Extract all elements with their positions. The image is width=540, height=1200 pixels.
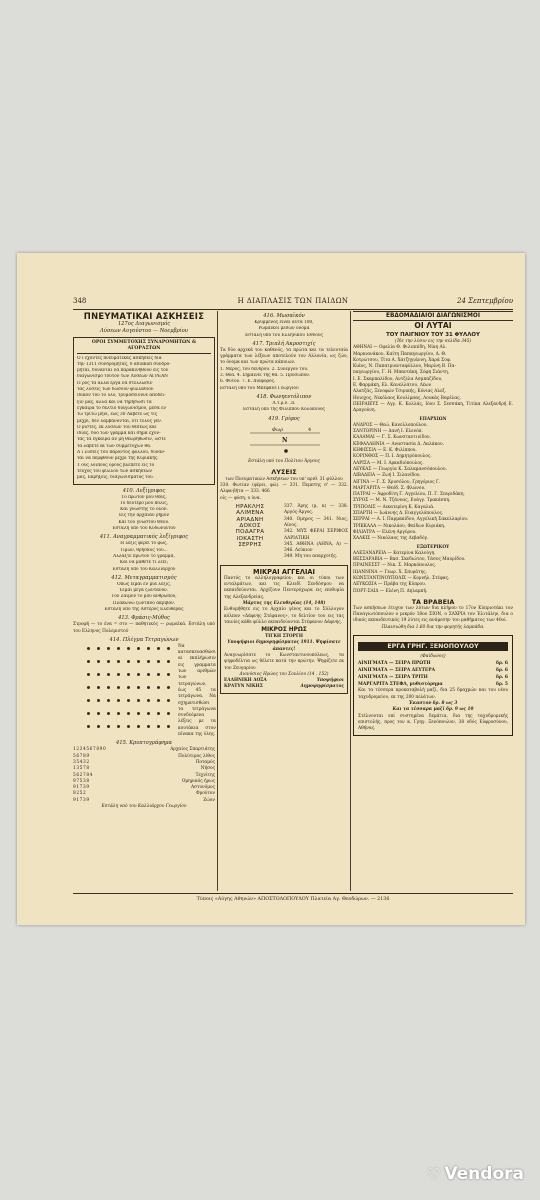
solution-line: 349. Μη του απαρχοτής. (284, 554, 338, 560)
grid-dot (157, 673, 160, 676)
exercise-title: 411. Αναγραμματικός λεξίγριφος (99, 534, 189, 541)
cryptogram-clue: Ζώον (203, 797, 215, 803)
grid-dot (157, 660, 160, 663)
grid-dot (107, 686, 110, 689)
rebus-symbol: 4 (308, 426, 312, 433)
book-title: ΑΙΝΙΓΜΑΤΑ — ΣΕΙΡΑ ΠΡΩΤΗ (358, 661, 431, 667)
solver-line: Αλατζάς, Ξενοφών Τσιρικής, Κόνιας Αλεξ. (353, 389, 447, 395)
verse-line: Κρυμμένος είναι αυτά 180, (254, 320, 314, 325)
classifieds-box (220, 565, 348, 694)
solver-line: ΤΡΙΚΚΑΛΑ — Νικολάου, Φαίδων Κυριάκη. (353, 523, 446, 529)
abroad-title: ΕΞΩΤΕΡΙΚΟΥ (416, 544, 450, 550)
cryptogram-digits: 97538 (73, 778, 90, 784)
verse-line: Εστάλη υπό του Καλλιάρχου (112, 566, 176, 572)
issue-date: 24 Σεπτεμβρίου (457, 297, 513, 305)
rules-line: ίδικον του το ύλο, τρυμόσειοννε αποδεί- (77, 393, 166, 399)
grid-dot (127, 673, 130, 676)
victory-row (224, 684, 344, 690)
solution-line: 337. Άρης (μ, κ) — 338. Αργός-Άργος. (284, 504, 348, 516)
rebus (220, 423, 348, 459)
rules-line: έγκαιρα το δελτίο διαγωνισμού, μέσα έν (77, 405, 166, 411)
exercise-417-text: Τα δύο αρχικά του καθενός, τα πρώτα και τα τελευταία γράμματα των λέξεων αποτελούν τον Αλλονία, ως ζώο, το όνομα και των πρώτα κάποιων. (220, 347, 348, 366)
cryptogram-clue: Ομηρικός ήρως (181, 778, 215, 784)
glory-label: ΕΛΛΗΝΙΚΗ ΔΟΞΑ (224, 678, 267, 684)
grid-dot (137, 673, 140, 676)
cryptogram-digits: 8252 (73, 791, 87, 797)
verse-line: Είμαι μέγα ζωντανόν. (119, 588, 169, 594)
rebus-symbol: Ν (282, 436, 288, 444)
solution-line: 345. ΑΘΗΝΑ (ΑΗΝΑ, Α) — 346. Λεύκιον (284, 541, 348, 554)
cryptogram-clue: Τεχνίτης (195, 772, 215, 778)
exercise-411 (73, 541, 215, 572)
page-header (73, 295, 513, 310)
grid-word: ΑΡΙΑΔΝΗ (236, 516, 264, 523)
cryptogram (73, 747, 215, 804)
verse-line: Τιμών, θρήσκος του... (120, 547, 168, 553)
books-order: Στέλνονται επί συστημένα δεμάτια, δια της ταχυδρομικής επιστολής, προς τον κ. Γρηγ. Ξενόπουλον, 38 οδός Εύφροσύνου, Αθήνας. (358, 713, 508, 732)
grid-dot (167, 686, 170, 689)
exercise-417 (220, 367, 348, 392)
book-item (358, 660, 508, 667)
grid-dot (167, 712, 170, 715)
solver-line: ΚΕΦΑΛΛΗΝΙΑ — Αναστασία Δ. Λαλάκου. (353, 441, 444, 447)
grid-dot (97, 712, 100, 715)
exercise-title: 415. Κρυπτογράφημα (116, 740, 172, 747)
column-rule-1 (217, 311, 218, 891)
verse-line: Το πρώτον μου θεάς, (121, 494, 167, 500)
grid-dot (127, 725, 130, 728)
exercise-title: 416. Μωσαϊκόν (263, 313, 305, 319)
watermark-text: Vendora (444, 1164, 524, 1184)
rules-line: διαγωνισμό τούτον των Λύσεων ΑΓΡΕΑΝ (77, 374, 168, 380)
verse-line: Και να μάθετε τι λέει; (119, 560, 169, 566)
exercise-title: 412. Μεταγραμματισμός (111, 574, 177, 581)
grid-dot (97, 647, 100, 650)
grid-dot (127, 699, 130, 702)
grid-dot (147, 725, 150, 728)
contest-period: Λύσεων Αυγούστου — Νοεμβρίου (100, 327, 188, 334)
grid-dot (167, 699, 170, 702)
grid-dot (97, 660, 100, 663)
rules-line: μηταί, δύνανται να παρακινηθούν εις τον (77, 368, 169, 374)
books-subtitle: (Φαίδωνος) (420, 654, 446, 660)
rules-line: Ο ρίστες, εκ λύσεων του θέσεως και (77, 424, 157, 430)
cryptogram-digits: 91739 (73, 797, 90, 803)
exercise-418 (220, 401, 348, 414)
solver-line: ΦΙΛΙΑΤΡΑ — Ελένη Αργύρου. (353, 529, 417, 535)
solver-line: Ι. Ε. Σκαρπαλίδου, Αντζελα Ασμπαζίδου, (353, 376, 443, 382)
grid-dot (87, 699, 90, 702)
rules-line: μέχρι, δεν λαμβάνονται, ότι τέλος γεν. (77, 418, 163, 424)
grid-word: ΑΛΙΜΕΝΑ (236, 510, 264, 517)
solver-line: Μαρκιανάκου, Καίτη Παπαγεωργίου, Δ. Θ. (353, 351, 447, 357)
solution-line: 342. ΜΥΣ ΦΕΡΑΙ ΣΕΡΙΦΟΣ ΛΑΡΙΑΤΙΚΗ (284, 529, 348, 541)
classified-ad-2: Ενθυμήθητε εις το Αρχαίο γένος και το Σύλλογον κόλπον «Δάφνης Στέφανος», το δελτίον του εις τας ταινίες κάθε φύλλο εκπαιδεύονται Στέφανον Δάφνης. (224, 607, 344, 625)
verse-line: Εις την αρχαίαν ρήμον (118, 513, 170, 519)
solver-line: ΛΕΥΚΩΣΙΑ — Πράβα της Κύπρου. (353, 582, 427, 588)
grid-dot (97, 686, 100, 689)
grid-dot (117, 673, 120, 676)
rebus-figure (220, 423, 348, 459)
book-price: δρ. 6 (496, 668, 508, 674)
verse-line: Εστάλη υπό της Φιλίππου Κολόκουος (243, 407, 325, 413)
grid-dot (137, 699, 140, 702)
grid-dot (97, 699, 100, 702)
hero-vote: Υποψήφιοι δημοψηφίσματος 1911. Ψηφίσατε άπαντες! (227, 640, 341, 652)
solver-line: ΛΑΡΙΣΑ — Μ. Ι. Αρκαδιόπουλος. (353, 460, 424, 466)
solutions-text (220, 483, 348, 502)
solver-line: ΣΥΡΟΣ — Μ. Ν. Τζάννας, Ευάγγ. Τρακάσπη. (353, 498, 451, 504)
grid-dot (97, 725, 100, 728)
hero-signature: Διονύσιος Ηρώος του Σουλίου (14 . 152) (239, 671, 329, 677)
weekly-contests-title: ΕΒΔΟΜΑΔΙΑΙΟΙ ΔΙΑΓΩΝΙΣΜΟΙ (353, 311, 513, 321)
rebus-symbol: Φωρ (272, 426, 284, 433)
solution-line: 330. Φωτίαν (φέρει, φώ). — 331. Πεμπτης σ' — 332. Αλφα-βήτα — 333. 466 (220, 483, 348, 495)
solution-line: οίς — φύση, ο ύνα. (220, 495, 262, 501)
grid-dot (127, 660, 130, 663)
province-solvers (353, 423, 513, 543)
grid-dot (157, 686, 160, 689)
exercise-title: 419. Γρίφος (268, 415, 300, 422)
exercise-title: 417. Τριπλή Ακροστιχίς (252, 340, 316, 347)
book-title: ΑΙΝΙΓΜΑΤΑ — ΣΕΙΡΑ ΔΕΥΤΕΡΑ (358, 668, 435, 674)
grid-dot (107, 699, 110, 702)
prizes-title: ΤΑ ΒΡΑΒΕΙΑ (411, 597, 455, 606)
prizes-text: Των ασκήσεων έτυχον των λύτων δια κλήρου το 17ον Κύπριοτάκι τον Παναγιωτόπουλον ο μικρόν 18ον ΣΙΟΝ, ο ΣΑΧΡΙΑ τον Έλιτάλην, δια ο ιδικός εκπαιδευτικός 19 λύτες εις ανάμεσην του μαθήματος των 40οί. (353, 605, 513, 624)
column-rule-2 (350, 311, 351, 891)
solver-line: Ε. Φαρμάκη, Ελ. Κανελλάτου, Λέων (353, 383, 432, 389)
grid-dot (117, 699, 120, 702)
grid-dot (87, 647, 90, 650)
cryptogram-digits: 56789 (73, 753, 90, 759)
verse-line: Λ.τ.ρ.ν. .π. (272, 400, 296, 406)
book-price: δρ. 6 (496, 661, 508, 667)
rules-line: τω τρίτω μηνί, έως 30 Λάβετε ως τις (77, 412, 158, 418)
cryptogram-clue: Φρούτον (196, 791, 215, 797)
book-title: ΜΑΡΓΑΡΙΤΑ ΣΤΕΦΑ, μυθιστόρημα (358, 682, 443, 688)
solutions-text-2 (284, 504, 348, 561)
offer-bundle: Και τα τέσσαρα μαζί δρ. 9 ως 10 (392, 707, 474, 713)
verse-line: Το δεύτερο μου πόλις, (119, 500, 169, 506)
middle-column (220, 311, 348, 697)
solver-line: ΑΛΕΞΑΝΔΡΕΙΑ — Κατερίνα Καλούγη. (353, 550, 436, 556)
victory-label: ΚΡΑΤΥΝ ΝΙΚΗΣ (224, 684, 263, 690)
rules-line: τας τα έγκαιρα αν μη θεωρηθώσιν, ωστε (77, 437, 166, 443)
verse-line: Εστάλη υπό της Αστέρος Ελεύθερας (104, 606, 184, 612)
solver-line: ΛΕΥΚΑΣ — Γεωργία Κ. Σαλαμανσόπουλου. (353, 466, 447, 472)
grid-dot (127, 686, 130, 689)
solver-line: παγεωργίου, Γ. Η. Μπαντάκη, Σόφη Σιάντη, (353, 370, 450, 376)
contest-number: 127ος Διαγωνισμός (117, 321, 171, 327)
grid-dot (157, 699, 160, 702)
grid-dot (137, 647, 140, 650)
grid-dot (147, 712, 150, 715)
athens-solvers (353, 345, 513, 402)
classified-signature: Μάρτυς της Ελευθερίας (14, 148) (242, 600, 326, 606)
cryptogram-digits: 562784 (73, 772, 94, 778)
books-text: Και τα τέσσερα προκαταβολή μαζί, δια 25 δραχμών και του νέου ταχυδρομείου, εκ της 200 πελάτων. (358, 688, 508, 700)
rules-text (77, 356, 211, 482)
book-title: ΑΙΝΙΓΜΑΤΑ — ΣΕΙΡΑ ΤΡΙΤΗ (358, 675, 428, 681)
left-column (73, 311, 215, 810)
cryptogram-clue: Ποταμός (195, 759, 215, 765)
book-price: δρ. 5 (496, 682, 508, 688)
rebus-dot (284, 449, 288, 453)
rules-line: Π ρος τα άλλα έργα να στέλλωσιν (77, 380, 153, 386)
vendora-watermark (427, 1164, 524, 1184)
solver-line: Κοτρώτσου, Τίτα Α. Χατζηγιάννη, Χαρά Σοφ. (353, 357, 452, 363)
right-column (353, 311, 513, 736)
rules-title: ΟΡΟΙ ΣΥΜΜΕΤΟΧΗΣ ΣΥΝΔΡΟΜΗΤΩΝ & ΑΓΟΡΑΣΤΩΝ (77, 340, 211, 354)
solutions-intro: των Πνευματικών Ασκήσεων του υπ' αριθ. 31 φύλλου (225, 476, 343, 482)
solver-line: ΛΙΒΑΔΕΙΑ — Ζωή Ι. Σιλανίδου. (353, 473, 421, 479)
solver-line: ΣΑΝΤΟΡΙΝΗ — Δανή Ι. Ελενόπ. (353, 429, 423, 435)
solver-line: ΒΕΣΣΑΡΑΒΙΑ — Βασ. Σκεδιώτου, Τάσος Μαυρίδου. (353, 557, 466, 563)
book-item (358, 674, 508, 681)
newspaper-page (17, 253, 525, 925)
grid-dot (127, 647, 130, 650)
classifieds-title: ΜΙΚΡΑΙ ΑΓΓΕΛΙΑΙ (253, 567, 315, 576)
exercise-410 (73, 495, 215, 533)
books-list (358, 660, 508, 688)
cryptogram-digits: 91739 (73, 785, 90, 791)
grid-dot (97, 673, 100, 676)
running-title: Η ΔΙΑΠΛΑΣΙΣ ΤΩΝ ΠΑΙΔΩΝ (237, 297, 349, 305)
exercise-title: 413. Φράσις-Μύθος (118, 615, 170, 622)
cryptogram-digits: 13578 (73, 766, 90, 772)
clue-line: 6. Φυτόν. 7. Ε. Διάφορος. (220, 379, 276, 385)
verse-line: Ρωμαϊκοί μέσων όνομα (258, 326, 310, 332)
rules-line: ξιν μας, αλλά και να τηρήσωσι τα (77, 399, 152, 405)
verse-line: Πλακώνω ζωντανό ακριβόν. (112, 600, 176, 606)
grid-dot (87, 725, 90, 728)
offer-single: Έκαστον δρ. 8 ως 3 (408, 700, 458, 706)
grid-dot (107, 712, 110, 715)
solver-line: ΚΟΡΙΝΘΟΣ — Π. Ι. Δημητρόπουλος. (353, 454, 432, 460)
grid-dot (117, 686, 120, 689)
books-title: ΕΡΓΑ ΓΡΗΓ. ΞΕΝΟΠΟΥΛΟΥ (358, 642, 508, 651)
game-title: ΤΟΥ ΠΑΙΓΝΙΟΥ ΤΟΥ 31 ΦΥΛΛΟΥ (386, 332, 480, 338)
page-number: 348 (73, 297, 87, 305)
grid-dot (157, 725, 160, 728)
heart-icon: ♡ (426, 1165, 441, 1183)
grid-dot (137, 686, 140, 689)
verse-line: Όπως είμαι έν μια λέξις, (116, 581, 172, 587)
candidates-label: Υποψήφιοι (316, 678, 344, 684)
referendum-label: Δημοψηφίσματος (300, 684, 344, 690)
rules-line: Α ι λύσεις του παρόντος φύλλου, δύναν- (77, 450, 166, 456)
solver-line: ΠΡΑΙΝΕΣΣΤ — Νικ. Σ. Μαρκόπουλος. (353, 563, 437, 569)
verse-line: Τον λαιμόν το μου ανθρώπου, (111, 594, 177, 600)
cryptogram-digits: 1234567890 (73, 747, 107, 753)
grid-dot (107, 647, 110, 650)
game-subtitle: (Ίδε την λύσιν εις την σελίδα 345) (394, 339, 472, 344)
exercise-416 (220, 320, 348, 339)
grid-dot (107, 660, 110, 663)
solver-line: ΣΠΑΡΤΗ — Ιωάννης Δ. Ευαγγελόπουλος. (353, 511, 444, 517)
cryptogram-clue: Πολύτιμος λίθος (178, 753, 215, 759)
hero-title: ΜΙΚΡΟΣ ΗΡΩΣ (261, 627, 307, 634)
verse-line: Η λέξις φέρει το φως, (120, 541, 168, 547)
exercise-title: 410. Λεξίγριφος (122, 487, 166, 494)
solver-line: ΧΑΛΚΙΣ — Νικόλαος της Λεβαδόγ. (353, 536, 429, 542)
solver-line: ΠΟΡΤ-ΣΑΙΔ — Ελένη Π. Δηλαμπή. (353, 588, 428, 594)
solution-line: 340. Ομηρος — 341. Νιος, Αίνος. (284, 516, 348, 528)
verse-line: Εστάλη υπό του Ελληνικού Έθνους (245, 332, 323, 338)
rebus-source: Εστάλη υπό του Πολίτου Άργους (248, 458, 320, 464)
rules-box (73, 337, 215, 485)
grid-word: ΗΡΑΚΛΗΣ (235, 504, 265, 511)
grid-dot (167, 660, 170, 663)
grid-word: ΙΟΚΑΣΤΗ (236, 535, 264, 542)
grid-word: ΠΟΔΑΓΡΑ (235, 529, 265, 536)
grid-dot (147, 660, 150, 663)
exercise-412 (73, 582, 215, 613)
solver-line: ΚΑΛΑΜΑΙ — Γ. Σ. Κωνσταντινίδου. (353, 435, 431, 441)
grid-dot (87, 712, 90, 715)
grid-dot (107, 725, 110, 728)
verse-line: Και γνώστης το όλον. (120, 507, 168, 513)
grid-dot (117, 712, 120, 715)
grid-dot (167, 673, 170, 676)
grid-dot (147, 699, 150, 702)
section-title: ΠΝΕΥΜΑΤΙΚΑΙ ΑΣΚΗΣΕΙΣ (83, 311, 205, 321)
verse-line: Και του γνωστού Θεού. (118, 519, 170, 525)
hero-subtitle: ΤΙΓΚΗ ΣΤΟΡΓΗ (265, 634, 303, 640)
solver-line: ΑΙΓΙΝΑ — Γ. Σ. Χρυσόλου, Γρηγόριος Γ. (353, 479, 441, 485)
prizes-note: Πλαισιώθη δια 1.60 δια την φορητής λαμπάδα. (381, 624, 485, 630)
hero-text: Αναγνωρίσατε το Κωνσταντινουπόλεως, τα ψηφοδέλτια ως θέλετε κατά την πρώτην. Ψηφίζετε εκ τον Ζευγαρίου (224, 652, 344, 671)
cryptogram-clue: Αρχαίος Σπαρτιάτης (170, 747, 215, 753)
grid-dot (147, 647, 150, 650)
grid-dot (107, 673, 110, 676)
solver-line: Κιάος, Ν. Παπατριανταφύλλου, Μαρίνη Β. Πα- (353, 364, 456, 370)
grid-dot (137, 660, 140, 663)
solver-line: ΚΗΦΙΣΣΙΑ — Ε. Κ. Φιλίππου. (353, 448, 417, 454)
solution-grid (220, 504, 280, 561)
grid-dot (117, 660, 120, 663)
grid-dot (147, 673, 150, 676)
grid-dot (157, 647, 160, 650)
grid-dot (117, 647, 120, 650)
rules-line: ιδίας, δύο των γράμμα και σημα έχον- (77, 431, 161, 437)
grid-dot (157, 712, 160, 715)
solver-line: ΙΩΑΝΝΙΝΑ — Γεωρ. Χ. Σπυράτης. (353, 569, 427, 575)
solvers-title: ΟΙ ΛΥΤΑΙ (414, 321, 452, 330)
rules-line: Ο ί έχοντες πνευματικάς ασκήσεις δια (77, 355, 162, 361)
solver-line: ΠΑΤΡΑΙ — Άφροδίτη Γ. Αγγελίου, Π. Γ. Σπυριδάκη. (353, 492, 465, 498)
grid-dot (127, 712, 130, 715)
grid-dot (167, 725, 170, 728)
dot-grid (87, 647, 174, 735)
cryptogram-clue: Νήσος (200, 766, 215, 772)
books-advert (353, 635, 513, 736)
solver-line: ΑΝΔΡΟΣ — Θεώ. Κανελλοπούλου. (353, 422, 428, 428)
grid-word: ΣΕΡΡΗΣ (238, 541, 262, 548)
grid-dot (137, 712, 140, 715)
abroad-solvers (353, 551, 513, 595)
piraeus-solvers: ΠΕΙΡΑΙΕΥΣ — Αγγ. Κ. Κολλάς, Ιόου Σ. Σεσσάκη, Τιτίκα Αλεξανδρή Ε. Δραγούνη. (353, 401, 513, 414)
clue-line: 1. Μέρος, του δένδρου. 2. Σύνεργον του. (220, 366, 309, 372)
verse-line: Εστάλη υπό του Κυδωνιάτου (112, 526, 176, 532)
verse-line: Αλλάξτε πρώτον το γράμμα, (113, 553, 175, 559)
clue-line: Εστάλη υπό του Μπέφανε Γεωργίου (220, 385, 299, 391)
grid-dot (87, 673, 90, 676)
rules-line: τα λάβετε εκ των συμμέτοχων θα. (77, 443, 152, 449)
solver-line: ΚΩΝΣΤΑΝΤΙΝΟΥΠΟΛΙΣ — Κορνήλ. Στέφας. (353, 575, 450, 581)
exercise-414-text: Να κατασκευασθώσι αι εκπλήρωσιν εις γραμματα των αριθμών των τετραγώνων, έως 45 τα τετράγωνα. Να σχηματισθώσι τα τετράγωνα συνδεόμενα λέξεις με τα κουτάκια στον πίνακα της ύλης. (178, 643, 216, 738)
grid-dot (147, 686, 150, 689)
book-price: δρ. 6 (496, 675, 508, 681)
grid-dot (137, 725, 140, 728)
cryptogram-source: Εστάλη υπό του Καλλιάρχου Γεωργίου (101, 804, 187, 809)
cryptogram-clue: Αστυνόμος (190, 785, 215, 791)
grid-dot (117, 725, 120, 728)
exercise-413: Στροφή — το ένα = στο — παθητικός — ρωμαϊκά. Εστάλη υπό του Ελληνος Πολεμιστού (73, 622, 215, 634)
exercise-414 (73, 644, 215, 738)
grid-dot (167, 647, 170, 650)
cryptogram-digits: 35432 (73, 759, 90, 765)
exercise-title: 414. Πλέγμα Τετραγώνων (109, 636, 179, 643)
rules-line: τεύχος του φύλλου των ασκήσεων (77, 468, 152, 474)
solver-line: ΣΕΡΡΑΙ — Α. Ι. Παρμακίδου, Αγγελική Σακελλαρίου. (353, 517, 469, 523)
rules-line: τας λύσεις των δώσουν φυλλάδιον (77, 387, 154, 393)
solver-line: ΜΑΡΓΑΡΙΤΑ — Θεόδ. Σ. Φλώνου. (353, 485, 426, 491)
clue-line: 3. Θεά. 4. Σημαίνει της θα. 5. Πρόσωπον. (220, 373, 311, 379)
solver-line: ΤΡΙΠΟΛΙΣ — Αικατερίνη Κ. Καγαλιά. (353, 504, 435, 510)
solver-line: ΑΘΗΝΑΙ — Οφελία Θ. Φιλιππίδη, Νίκη Αλ. (353, 345, 447, 351)
solver-line: Ηνιοχος, Νικόλαος Κουλίμπας, Λουκάς Βαρέλας. (353, 395, 462, 401)
rules-line: την 1311 συνδρομητάς, δ αδιάκοπ συνδρο- (77, 361, 171, 367)
provinces-title: ΕΠΑΡΧΙΩΝ (419, 416, 447, 422)
classified-ad: Παντός το αλληλογραφείον, και οι τύποι των ενταλμάτων, και τις Κλειδί Σενδόσμου να εκπαιδεύονται. Αρχίζουν Πεντερόχωρα εις επιθυμία της Αλεξανδρείας. (224, 575, 344, 600)
rules-line: Τ ους λοιπούς όρους βλέπετε εις το (77, 462, 155, 468)
solutions-title: ΛΥΣΕΙΣ (271, 467, 297, 476)
grid-dot (87, 686, 90, 689)
rules-line: ται να πεμφθούν μέχρι της Κυριακής. (77, 456, 159, 462)
rules-line: μας, Εκρήξεις, διαγωνίσματος του. (77, 475, 155, 481)
printer-footer: Τύποις «Αύγης Αθηνών» ΑΠΟΣΤΟΛΟΠΟΥΛΟΥ Πλατεία Αγ. Θεοδώρων. — 2136 (73, 893, 513, 903)
exercise-title: 418. Φωνηεντόλιπον (256, 393, 312, 400)
book-item (358, 667, 508, 674)
grid-word: ΔΟΚΟΣ (239, 522, 261, 529)
grid-dot (87, 660, 90, 663)
